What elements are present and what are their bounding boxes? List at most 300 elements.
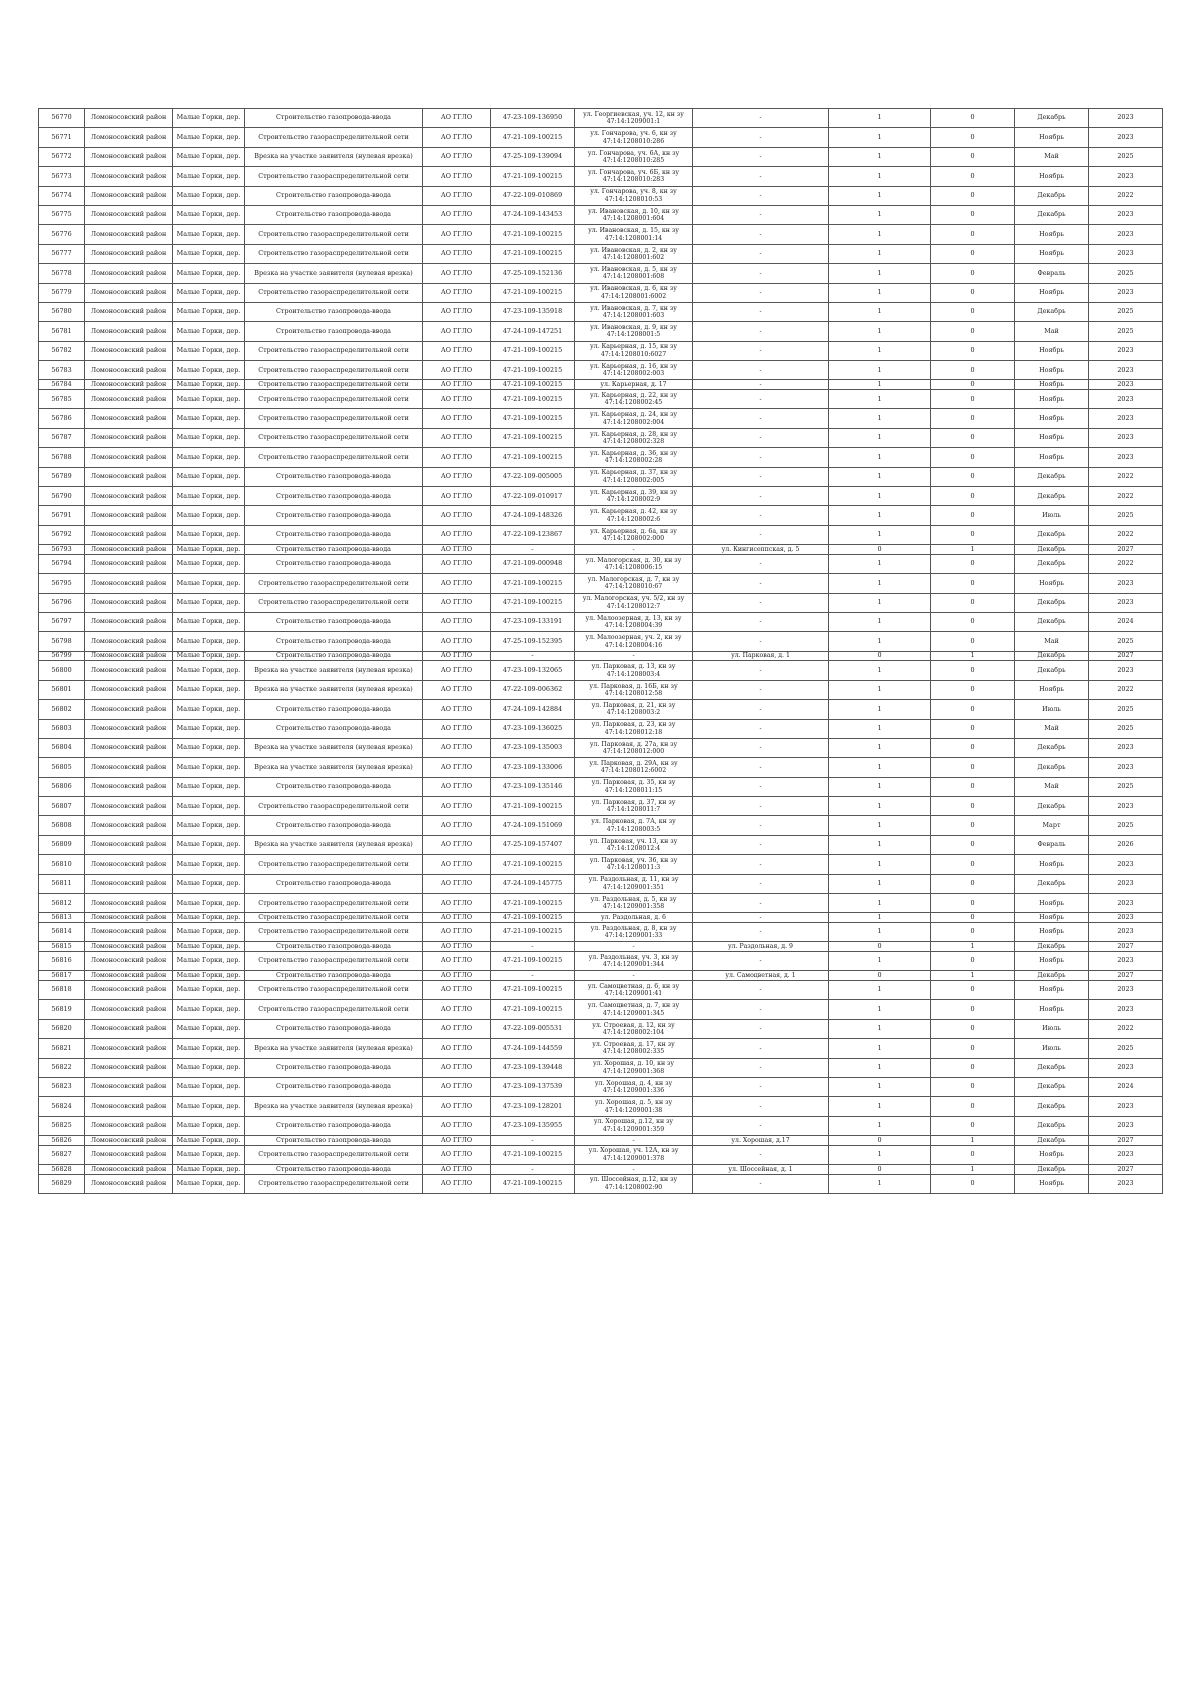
- month-cell: Ноябрь: [1015, 409, 1089, 428]
- table-row: [39, 428, 1163, 447]
- table-row: [39, 942, 1163, 952]
- application-code-cell: -: [491, 545, 575, 555]
- table-row: [39, 816, 1163, 835]
- settlement-cell: Малые Горки, дер.: [173, 554, 245, 573]
- row-number-cell: 56808: [39, 816, 85, 835]
- district-cell: Ломоносовский район: [85, 225, 173, 244]
- table-row: [39, 1165, 1163, 1175]
- quantity-alt-cell: 0: [931, 186, 1015, 205]
- work-type-cell: Врезка на участке заявителя (нулевая врезка): [245, 147, 423, 166]
- organization-cell: АО ГГЛО: [423, 680, 491, 699]
- object-cell: -: [693, 244, 829, 263]
- quantity-cell: 1: [829, 1097, 931, 1116]
- month-cell: Ноябрь: [1015, 894, 1089, 913]
- settlement-cell: Малые Горки, дер.: [173, 700, 245, 719]
- table-row: [39, 322, 1163, 341]
- month-cell: Декабрь: [1015, 593, 1089, 612]
- row-number-cell: 56791: [39, 506, 85, 525]
- organization-cell: АО ГГЛО: [423, 1136, 491, 1146]
- object-cell: -: [693, 661, 829, 680]
- district-cell: Ломоносовский район: [85, 680, 173, 699]
- organization-cell: АО ГГЛО: [423, 894, 491, 913]
- row-number-cell: 56787: [39, 428, 85, 447]
- work-type-cell: Строительство газопровода-ввода: [245, 109, 423, 128]
- district-cell: Ломоносовский район: [85, 1058, 173, 1077]
- organization-cell: АО ГГЛО: [423, 390, 491, 409]
- month-cell: Ноябрь: [1015, 167, 1089, 186]
- table-row: [39, 1145, 1163, 1164]
- address-cell: ул. Ивановская, д. 10, кн зу 47:14:1208001:604: [575, 205, 693, 224]
- quantity-alt-cell: 0: [931, 661, 1015, 680]
- object-cell: -: [693, 574, 829, 593]
- quantity-alt-cell: 0: [931, 147, 1015, 166]
- row-number-cell: 56793: [39, 545, 85, 555]
- quantity-cell: 0: [829, 651, 931, 661]
- district-cell: Ломоносовский район: [85, 341, 173, 360]
- organization-cell: АО ГГЛО: [423, 264, 491, 283]
- quantity-cell: 1: [829, 719, 931, 738]
- month-cell: Декабрь: [1015, 971, 1089, 981]
- address-cell: ул. Раздольная, д. 11, кн зу 47:14:1209001:351: [575, 874, 693, 893]
- quantity-cell: 1: [829, 1174, 931, 1193]
- object-cell: -: [693, 554, 829, 573]
- district-cell: Ломоносовский район: [85, 700, 173, 719]
- table-row: [39, 1000, 1163, 1019]
- settlement-cell: Малые Горки, дер.: [173, 1174, 245, 1193]
- row-number-cell: 56822: [39, 1058, 85, 1077]
- row-number-cell: 56773: [39, 167, 85, 186]
- object-cell: -: [693, 923, 829, 942]
- row-number-cell: 56817: [39, 971, 85, 981]
- year-cell: 2023: [1089, 361, 1163, 380]
- row-number-cell: 56823: [39, 1077, 85, 1096]
- year-cell: 2022: [1089, 186, 1163, 205]
- address-cell: ул. Малогорская, д. 7, кн зу 47:14:1208010:67: [575, 574, 693, 593]
- district-cell: Ломоносовский район: [85, 390, 173, 409]
- quantity-alt-cell: 0: [931, 506, 1015, 525]
- row-number-cell: 56771: [39, 128, 85, 147]
- settlement-cell: Малые Горки, дер.: [173, 632, 245, 651]
- row-number-cell: 56775: [39, 205, 85, 224]
- application-code-cell: 47-23-109-139448: [491, 1058, 575, 1077]
- year-cell: 2022: [1089, 525, 1163, 544]
- application-code-cell: 47-24-109-142884: [491, 700, 575, 719]
- year-cell: 2023: [1089, 738, 1163, 757]
- row-number-cell: 56804: [39, 738, 85, 757]
- application-code-cell: 47-23-109-135955: [491, 1116, 575, 1135]
- application-code-cell: 47-21-109-100215: [491, 574, 575, 593]
- district-cell: Ломоносовский район: [85, 777, 173, 796]
- application-code-cell: 47-24-109-151069: [491, 816, 575, 835]
- row-number-cell: 56802: [39, 700, 85, 719]
- organization-cell: АО ГГЛО: [423, 719, 491, 738]
- address-cell: ул. Малогорская, уч. 5/2, кн зу 47:14:1208012:7: [575, 593, 693, 612]
- district-cell: Ломоносовский район: [85, 128, 173, 147]
- address-cell: ул. Карьерная, д. 6а, кн зу 47:14:1208002:000: [575, 525, 693, 544]
- work-type-cell: Строительство газораспределительной сети: [245, 167, 423, 186]
- object-cell: -: [693, 1145, 829, 1164]
- settlement-cell: Малые Горки, дер.: [173, 283, 245, 302]
- quantity-cell: 1: [829, 894, 931, 913]
- settlement-cell: Малые Горки, дер.: [173, 1136, 245, 1146]
- month-cell: Декабрь: [1015, 205, 1089, 224]
- organization-cell: АО ГГЛО: [423, 1165, 491, 1175]
- month-cell: Ноябрь: [1015, 390, 1089, 409]
- organization-cell: АО ГГЛО: [423, 205, 491, 224]
- work-type-cell: Строительство газопровода-ввода: [245, 1116, 423, 1135]
- row-number-cell: 56776: [39, 225, 85, 244]
- application-code-cell: 47-24-109-145775: [491, 874, 575, 893]
- settlement-cell: Малые Горки, дер.: [173, 1077, 245, 1096]
- month-cell: Декабрь: [1015, 1165, 1089, 1175]
- work-type-cell: Строительство газораспределительной сети: [245, 1145, 423, 1164]
- quantity-cell: 1: [829, 147, 931, 166]
- work-type-cell: Врезка на участке заявителя (нулевая врезка): [245, 738, 423, 757]
- organization-cell: АО ГГЛО: [423, 971, 491, 981]
- table-row: [39, 923, 1163, 942]
- month-cell: Ноябрь: [1015, 574, 1089, 593]
- organization-cell: АО ГГЛО: [423, 923, 491, 942]
- month-cell: Ноябрь: [1015, 951, 1089, 970]
- month-cell: Ноябрь: [1015, 448, 1089, 467]
- settlement-cell: Малые Горки, дер.: [173, 612, 245, 631]
- application-code-cell: 47-23-109-137539: [491, 1077, 575, 1096]
- quantity-alt-cell: 0: [931, 835, 1015, 854]
- application-code-cell: 47-25-109-157407: [491, 835, 575, 854]
- organization-cell: АО ГГЛО: [423, 593, 491, 612]
- application-code-cell: 47-25-109-152395: [491, 632, 575, 651]
- organization-cell: АО ГГЛО: [423, 661, 491, 680]
- district-cell: Ломоносовский район: [85, 109, 173, 128]
- settlement-cell: Малые Горки, дер.: [173, 167, 245, 186]
- table-row: [39, 612, 1163, 631]
- quantity-alt-cell: 0: [931, 554, 1015, 573]
- work-type-cell: Строительство газопровода-ввода: [245, 506, 423, 525]
- address-cell: ул. Парковая, д. 21, кн зу 47:14:1208003:2: [575, 700, 693, 719]
- month-cell: Декабрь: [1015, 1058, 1089, 1077]
- quantity-cell: 1: [829, 632, 931, 651]
- year-cell: 2023: [1089, 593, 1163, 612]
- quantity-alt-cell: 1: [931, 942, 1015, 952]
- address-cell: ул. Малогорская, д. 30, кн зу 47:14:1208006:15: [575, 554, 693, 573]
- object-cell: -: [693, 341, 829, 360]
- year-cell: 2023: [1089, 1097, 1163, 1116]
- year-cell: 2025: [1089, 302, 1163, 321]
- year-cell: 2023: [1089, 1145, 1163, 1164]
- organization-cell: АО ГГЛО: [423, 574, 491, 593]
- row-number-cell: 56783: [39, 361, 85, 380]
- address-cell: ул. Карьерная, д. 15, кн зу 47:14:1208010:6027: [575, 341, 693, 360]
- table-row: [39, 264, 1163, 283]
- row-number-cell: 56821: [39, 1039, 85, 1058]
- month-cell: Июль: [1015, 1019, 1089, 1038]
- object-cell: ул. Самоцветная, д. 1: [693, 971, 829, 981]
- settlement-cell: Малые Горки, дер.: [173, 467, 245, 486]
- organization-cell: АО ГГЛО: [423, 1174, 491, 1193]
- quantity-alt-cell: 0: [931, 525, 1015, 544]
- district-cell: Ломоносовский район: [85, 719, 173, 738]
- application-code-cell: 47-23-109-135003: [491, 738, 575, 757]
- quantity-alt-cell: 0: [931, 574, 1015, 593]
- work-type-cell: Строительство газораспределительной сети: [245, 951, 423, 970]
- application-code-cell: 47-24-109-143453: [491, 205, 575, 224]
- year-cell: 2027: [1089, 1136, 1163, 1146]
- year-cell: 2023: [1089, 380, 1163, 390]
- table-row: [39, 380, 1163, 390]
- settlement-cell: Малые Горки, дер.: [173, 361, 245, 380]
- settlement-cell: Малые Горки, дер.: [173, 380, 245, 390]
- address-cell: ул. Ивановская, д. 2, кн зу 47:14:1208001:602: [575, 244, 693, 263]
- object-cell: ул. Кингисеппская, д. 5: [693, 545, 829, 555]
- month-cell: Февраль: [1015, 835, 1089, 854]
- row-number-cell: 56809: [39, 835, 85, 854]
- quantity-cell: 1: [829, 1000, 931, 1019]
- year-cell: 2023: [1089, 1174, 1163, 1193]
- address-cell: ул. Раздольная, д. 5, кн зу 47:14:1209001:358: [575, 894, 693, 913]
- year-cell: 2023: [1089, 244, 1163, 263]
- district-cell: Ломоносовский район: [85, 545, 173, 555]
- work-type-cell: Врезка на участке заявителя (нулевая врезка): [245, 661, 423, 680]
- year-cell: 2023: [1089, 980, 1163, 999]
- organization-cell: АО ГГЛО: [423, 380, 491, 390]
- quantity-cell: 1: [829, 661, 931, 680]
- year-cell: 2023: [1089, 894, 1163, 913]
- month-cell: Декабрь: [1015, 302, 1089, 321]
- object-cell: -: [693, 951, 829, 970]
- district-cell: Ломоносовский район: [85, 1145, 173, 1164]
- settlement-cell: Малые Горки, дер.: [173, 1019, 245, 1038]
- row-number-cell: 56777: [39, 244, 85, 263]
- quantity-alt-cell: 0: [931, 205, 1015, 224]
- settlement-cell: Малые Горки, дер.: [173, 980, 245, 999]
- settlement-cell: Малые Горки, дер.: [173, 758, 245, 777]
- quantity-cell: 1: [829, 264, 931, 283]
- row-number-cell: 56803: [39, 719, 85, 738]
- month-cell: Ноябрь: [1015, 341, 1089, 360]
- table-row: [39, 525, 1163, 544]
- settlement-cell: Малые Горки, дер.: [173, 738, 245, 757]
- table-body: [39, 109, 1163, 1194]
- settlement-cell: Малые Горки, дер.: [173, 409, 245, 428]
- quantity-alt-cell: 0: [931, 1116, 1015, 1135]
- quantity-alt-cell: 0: [931, 777, 1015, 796]
- year-cell: 2023: [1089, 574, 1163, 593]
- month-cell: Декабрь: [1015, 612, 1089, 631]
- organization-cell: АО ГГЛО: [423, 448, 491, 467]
- year-cell: 2022: [1089, 487, 1163, 506]
- quantity-alt-cell: 0: [931, 612, 1015, 631]
- address-cell: ул. Георгиевская, уч. 12, кн зу 47:14:1209001:1: [575, 109, 693, 128]
- year-cell: 2025: [1089, 1039, 1163, 1058]
- quantity-cell: 1: [829, 951, 931, 970]
- month-cell: Май: [1015, 147, 1089, 166]
- district-cell: Ломоносовский район: [85, 1097, 173, 1116]
- address-cell: ул. Раздольная, д. 6: [575, 913, 693, 923]
- organization-cell: АО ГГЛО: [423, 186, 491, 205]
- row-number-cell: 56828: [39, 1165, 85, 1175]
- object-cell: -: [693, 147, 829, 166]
- table-row: [39, 951, 1163, 970]
- quantity-cell: 1: [829, 225, 931, 244]
- work-type-cell: Строительство газораспределительной сети: [245, 428, 423, 447]
- settlement-cell: Малые Горки, дер.: [173, 506, 245, 525]
- organization-cell: АО ГГЛО: [423, 651, 491, 661]
- settlement-cell: Малые Горки, дер.: [173, 448, 245, 467]
- district-cell: Ломоносовский район: [85, 874, 173, 893]
- table-row: [39, 980, 1163, 999]
- quantity-alt-cell: 0: [931, 797, 1015, 816]
- year-cell: 2025: [1089, 264, 1163, 283]
- district-cell: Ломоносовский район: [85, 361, 173, 380]
- work-type-cell: Строительство газопровода-ввода: [245, 1077, 423, 1096]
- table-row: [39, 797, 1163, 816]
- work-type-cell: Врезка на участке заявителя (нулевая врезка): [245, 264, 423, 283]
- object-cell: -: [693, 205, 829, 224]
- application-code-cell: 47-21-109-100215: [491, 913, 575, 923]
- gasification-table: [38, 108, 1163, 1194]
- row-number-cell: 56819: [39, 1000, 85, 1019]
- application-code-cell: 47-21-109-100215: [491, 428, 575, 447]
- month-cell: Июль: [1015, 1039, 1089, 1058]
- organization-cell: АО ГГЛО: [423, 1097, 491, 1116]
- table-row: [39, 894, 1163, 913]
- table-row: [39, 205, 1163, 224]
- table-row: [39, 1097, 1163, 1116]
- address-cell: ул. Ивановская, д. 6, кн зу 47:14:1208001:6002: [575, 283, 693, 302]
- year-cell: 2026: [1089, 835, 1163, 854]
- quantity-cell: 1: [829, 1039, 931, 1058]
- work-type-cell: Строительство газораспределительной сети: [245, 361, 423, 380]
- settlement-cell: Малые Горки, дер.: [173, 545, 245, 555]
- table-row: [39, 1039, 1163, 1058]
- quantity-alt-cell: 0: [931, 167, 1015, 186]
- address-cell: ул. Раздольная, уч. 3, кн зу 47:14:1209001:344: [575, 951, 693, 970]
- row-number-cell: 56790: [39, 487, 85, 506]
- table-row: [39, 167, 1163, 186]
- object-cell: -: [693, 448, 829, 467]
- settlement-cell: Малые Горки, дер.: [173, 147, 245, 166]
- quantity-cell: 1: [829, 409, 931, 428]
- address-cell: ул. Парковая, д. 27а, кн зу 47:14:1208012:000: [575, 738, 693, 757]
- year-cell: 2023: [1089, 758, 1163, 777]
- address-cell: ул. Парковая, д. 37, кн зу 47:14:1208011:7: [575, 797, 693, 816]
- year-cell: 2025: [1089, 777, 1163, 796]
- row-number-cell: 56805: [39, 758, 85, 777]
- table-row: [39, 651, 1163, 661]
- table-row: [39, 971, 1163, 981]
- work-type-cell: Строительство газопровода-ввода: [245, 545, 423, 555]
- application-code-cell: 47-21-109-100215: [491, 244, 575, 263]
- district-cell: Ломоносовский район: [85, 951, 173, 970]
- year-cell: 2027: [1089, 1165, 1163, 1175]
- table-row: [39, 487, 1163, 506]
- object-cell: ул. Шоссейная, д. 1: [693, 1165, 829, 1175]
- year-cell: 2023: [1089, 855, 1163, 874]
- row-number-cell: 56795: [39, 574, 85, 593]
- quantity-alt-cell: 0: [931, 361, 1015, 380]
- month-cell: Ноябрь: [1015, 244, 1089, 263]
- quantity-cell: 1: [829, 612, 931, 631]
- month-cell: Ноябрь: [1015, 855, 1089, 874]
- table-row: [39, 409, 1163, 428]
- work-type-cell: Строительство газопровода-ввода: [245, 816, 423, 835]
- organization-cell: АО ГГЛО: [423, 758, 491, 777]
- quantity-alt-cell: 0: [931, 467, 1015, 486]
- application-code-cell: 47-21-109-100215: [491, 1000, 575, 1019]
- organization-cell: АО ГГЛО: [423, 467, 491, 486]
- application-code-cell: 47-21-109-100215: [491, 380, 575, 390]
- district-cell: Ломоносовский район: [85, 1174, 173, 1193]
- table-row: [39, 700, 1163, 719]
- row-number-cell: 56784: [39, 380, 85, 390]
- address-cell: ул. Парковая, уч. 36, кн зу 47:14:1208011:3: [575, 855, 693, 874]
- organization-cell: АО ГГЛО: [423, 1039, 491, 1058]
- organization-cell: АО ГГЛО: [423, 632, 491, 651]
- district-cell: Ломоносовский район: [85, 186, 173, 205]
- address-cell: -: [575, 545, 693, 555]
- quantity-cell: 1: [829, 167, 931, 186]
- settlement-cell: Малые Горки, дер.: [173, 302, 245, 321]
- work-type-cell: Врезка на участке заявителя (нулевая врезка): [245, 835, 423, 854]
- year-cell: 2025: [1089, 632, 1163, 651]
- district-cell: Ломоносовский район: [85, 855, 173, 874]
- application-code-cell: 47-21-109-100215: [491, 855, 575, 874]
- settlement-cell: Малые Горки, дер.: [173, 1097, 245, 1116]
- month-cell: Ноябрь: [1015, 680, 1089, 699]
- year-cell: 2023: [1089, 167, 1163, 186]
- settlement-cell: Малые Горки, дер.: [173, 264, 245, 283]
- quantity-cell: 1: [829, 341, 931, 360]
- district-cell: Ломоносовский район: [85, 593, 173, 612]
- object-cell: -: [693, 109, 829, 128]
- year-cell: 2027: [1089, 971, 1163, 981]
- district-cell: Ломоносовский район: [85, 980, 173, 999]
- object-cell: -: [693, 390, 829, 409]
- organization-cell: АО ГГЛО: [423, 612, 491, 631]
- organization-cell: АО ГГЛО: [423, 1019, 491, 1038]
- settlement-cell: Малые Горки, дер.: [173, 855, 245, 874]
- address-cell: ул. Карьерная, д. 17: [575, 380, 693, 390]
- work-type-cell: Строительство газопровода-ввода: [245, 1136, 423, 1146]
- organization-cell: АО ГГЛО: [423, 428, 491, 447]
- district-cell: Ломоносовский район: [85, 487, 173, 506]
- organization-cell: АО ГГЛО: [423, 797, 491, 816]
- table-row: [39, 835, 1163, 854]
- year-cell: 2023: [1089, 913, 1163, 923]
- application-code-cell: 47-23-109-136950: [491, 109, 575, 128]
- application-code-cell: 47-24-109-148326: [491, 506, 575, 525]
- quantity-cell: 1: [829, 874, 931, 893]
- year-cell: 2023: [1089, 205, 1163, 224]
- address-cell: ул. Шоссейная, д.12, кн зу 47:14:1208002:90: [575, 1174, 693, 1193]
- table-row: [39, 448, 1163, 467]
- work-type-cell: Строительство газопровода-ввода: [245, 1058, 423, 1077]
- month-cell: Декабрь: [1015, 545, 1089, 555]
- application-code-cell: -: [491, 971, 575, 981]
- district-cell: Ломоносовский район: [85, 923, 173, 942]
- row-number-cell: 56824: [39, 1097, 85, 1116]
- work-type-cell: Строительство газопровода-ввода: [245, 205, 423, 224]
- application-code-cell: 47-21-109-100215: [491, 341, 575, 360]
- quantity-cell: 1: [829, 428, 931, 447]
- organization-cell: АО ГГЛО: [423, 913, 491, 923]
- table-row: [39, 506, 1163, 525]
- object-cell: -: [693, 506, 829, 525]
- application-code-cell: 47-21-109-100215: [491, 390, 575, 409]
- year-cell: 2024: [1089, 612, 1163, 631]
- settlement-cell: Малые Горки, дер.: [173, 777, 245, 796]
- address-cell: ул. Парковая, д. 16Б, кн зу 47:14:1208012:58: [575, 680, 693, 699]
